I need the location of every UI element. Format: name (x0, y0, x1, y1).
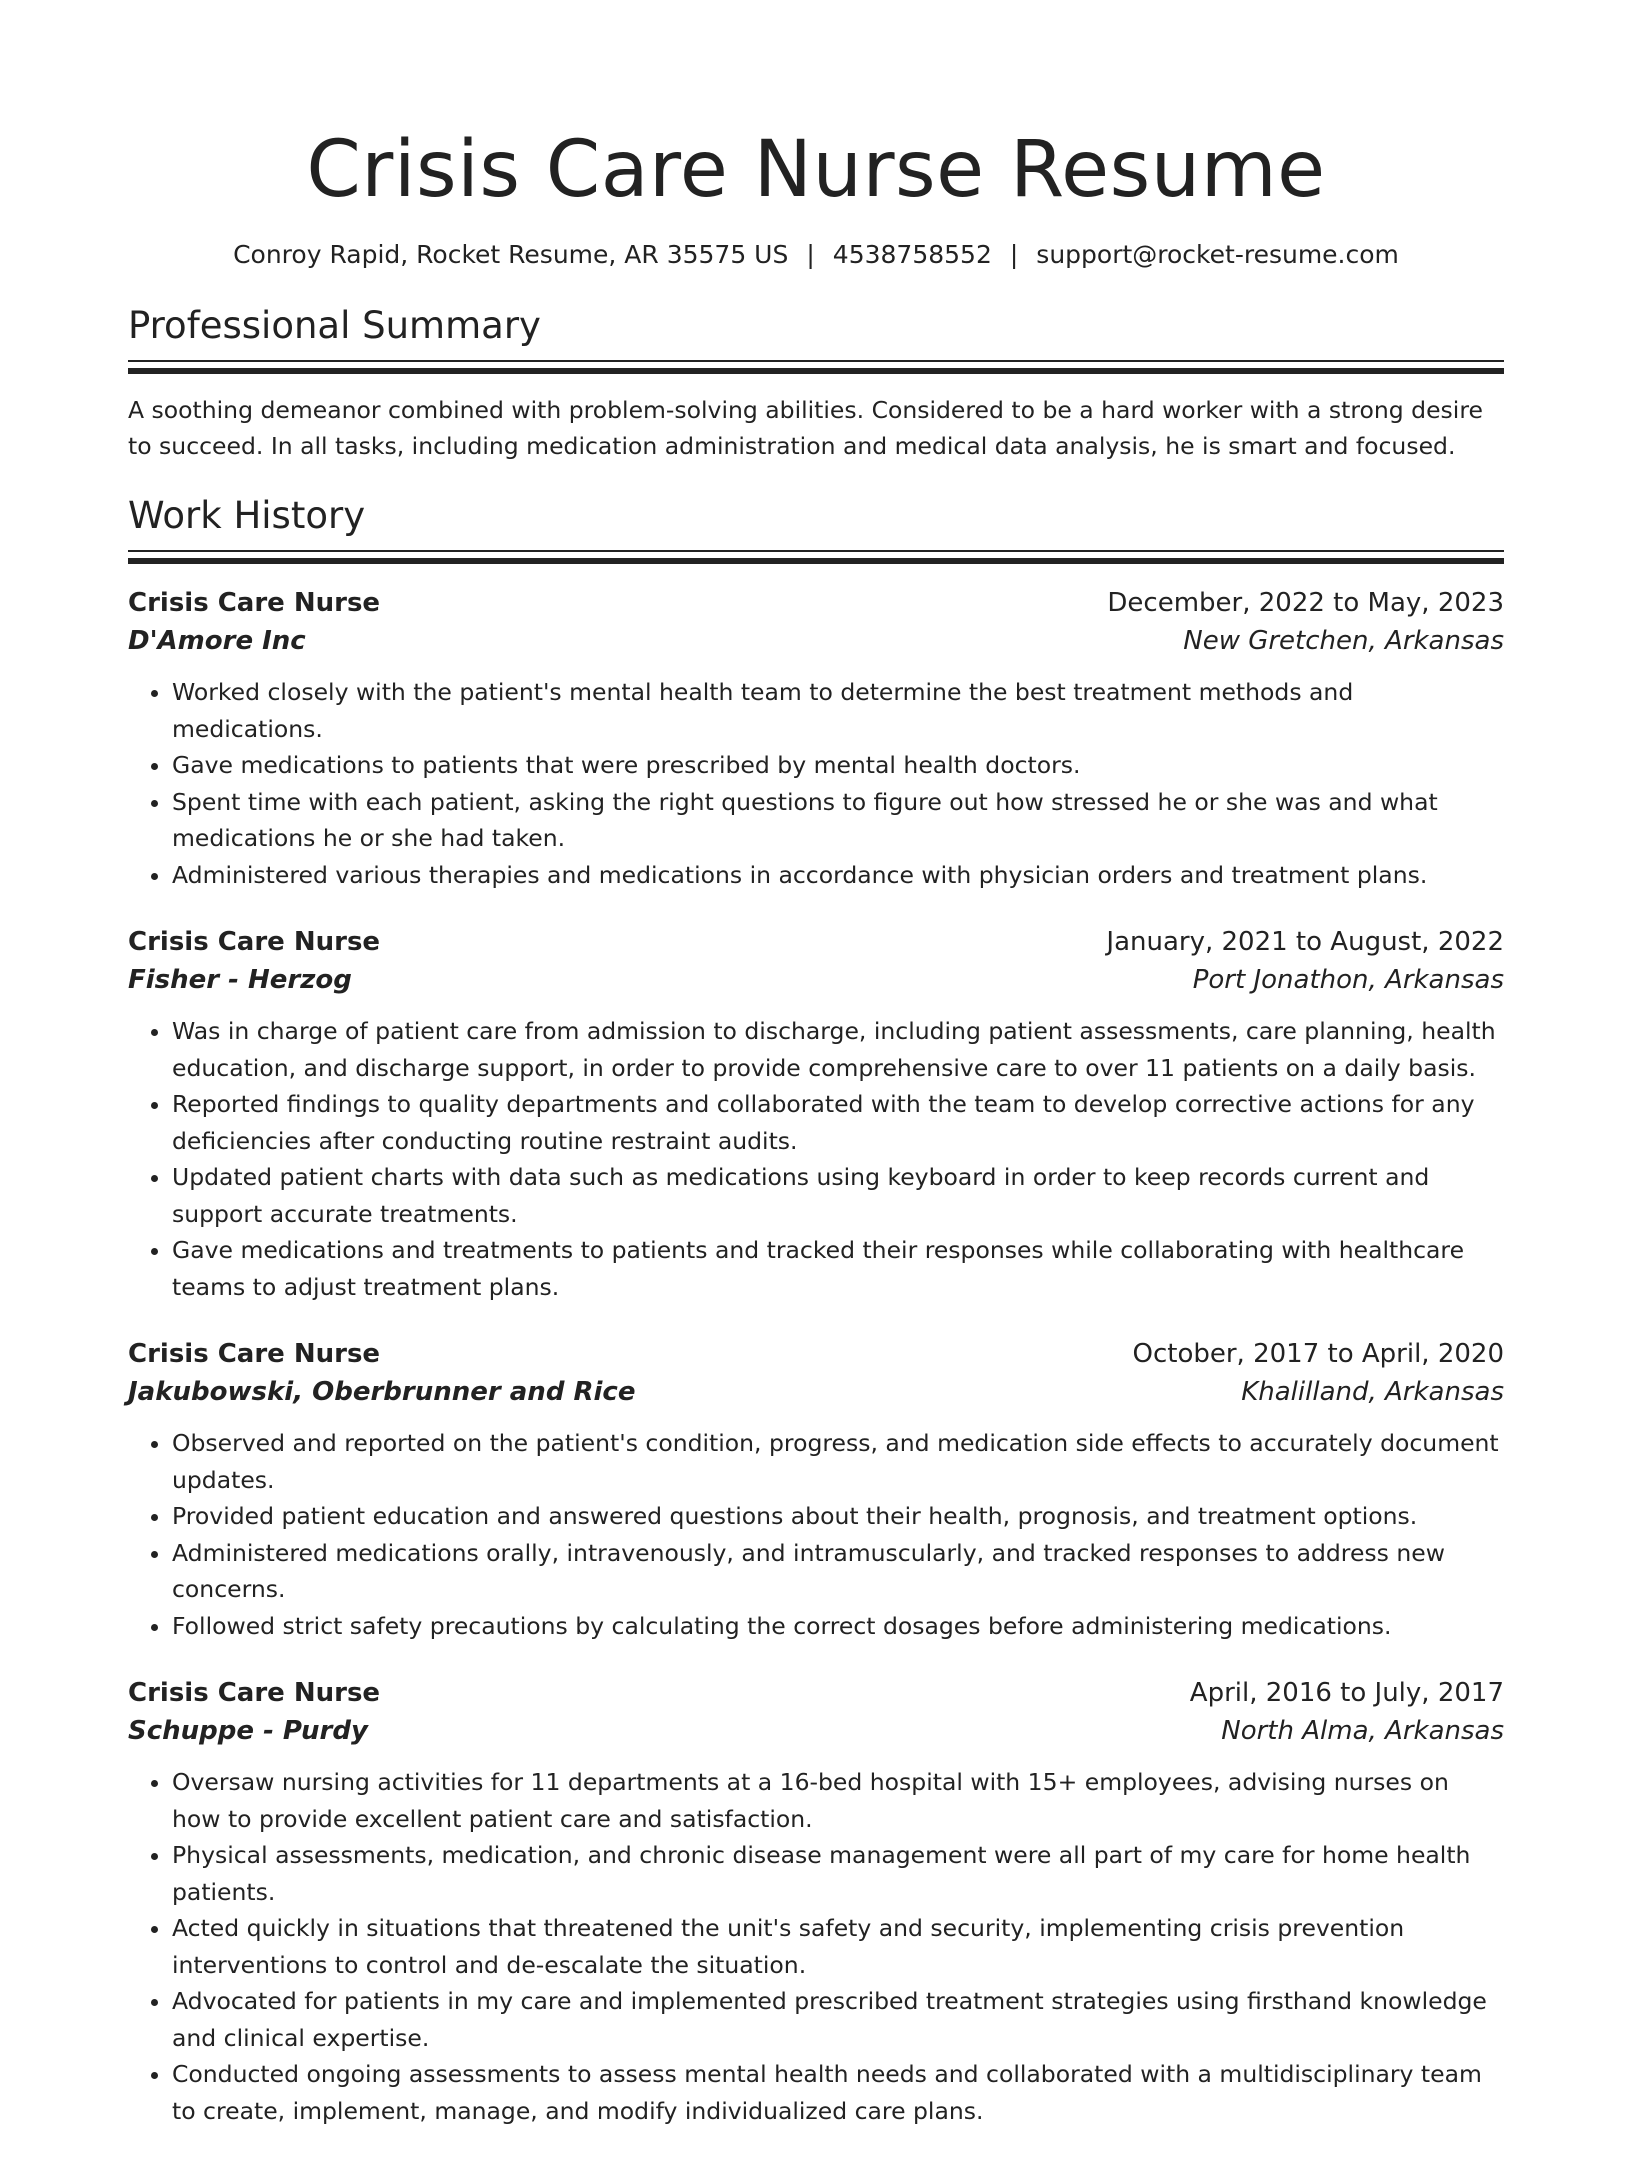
contact-address: Conroy Rapid, Rocket Resume, AR 35575 US (233, 240, 789, 269)
job-header-row (128, 584, 1504, 622)
job-company-row (128, 1373, 1504, 1411)
job-bullets (128, 1013, 1504, 1305)
job-bullet: • Administered various therapies and medications in accordance with physician orders and treatment plans. (172, 857, 1504, 894)
job-location: Port Jonathon, Arkansas (1192, 965, 1504, 995)
section-divider (128, 360, 1504, 362)
job-entry (128, 923, 1504, 1305)
job-title: Crisis Care Nurse (128, 1339, 381, 1369)
job-header-row (128, 1335, 1504, 1373)
job-list (128, 584, 1504, 2129)
job-bullet: • Acted quickly in situations that threatened the unit's safety and security, implementing crisis prevention interventions to control and de-escalate the situation. (172, 1910, 1504, 1983)
section-heading: Work History (128, 494, 366, 537)
job-bullets (128, 1425, 1504, 1644)
job-company: D'Amore Inc (128, 626, 306, 656)
job-bullets (128, 1764, 1504, 2129)
job-bullet: • Provided patient education and answered questions about their health, prognosis, and treatment options. (172, 1498, 1504, 1535)
job-bullet: • Administered medications orally, intravenously, and intramuscularly, and tracked responses to address new concerns. (172, 1535, 1504, 1608)
job-title: Crisis Care Nurse (128, 927, 381, 957)
resume-page (128, 0, 1504, 2159)
work-history-section (128, 492, 1504, 2129)
job-header-row (128, 923, 1504, 961)
job-company-row (128, 961, 1504, 999)
job-title: Crisis Care Nurse (128, 588, 381, 618)
job-company-row (128, 1712, 1504, 1750)
contact-separator: | (806, 240, 815, 269)
job-dates: October, 2017 to April, 2020 (1132, 1339, 1504, 1369)
contact-separator: | (1009, 240, 1019, 269)
job-company: Jakubowski, Oberbrunner and Rice (128, 1377, 636, 1407)
professional-summary-section (128, 302, 1504, 464)
job-location: North Alma, Arkansas (1221, 1716, 1504, 1746)
job-entry (128, 584, 1504, 893)
job-bullet: • Gave medications to patients that were prescribed by mental health doctors. (172, 747, 1504, 784)
job-entry (128, 1674, 1504, 2129)
job-bullet: • Oversaw nursing activities for 11 departments at a 16-bed hospital with 15+ employees, advising nurses on how to provide excellent patient care and satisfaction. (172, 1764, 1504, 1837)
resume-title: Crisis Care Nurse Resume (306, 125, 1326, 215)
job-bullet: • Physical assessments, medication, and chronic disease management were all part of my care for home health patients. (172, 1837, 1504, 1910)
section-heading: Professional Summary (128, 304, 541, 347)
job-bullet: • Updated patient charts with data such as medications using keyboard in order to keep records current and support accurate treatments. (172, 1159, 1504, 1232)
contact-email: support@rocket-resume.com (1036, 240, 1399, 269)
section-divider (128, 550, 1504, 552)
job-bullet: • Gave medications and treatments to patients and tracked their responses while collaborating with healthcare teams to adjust treatment plans. (172, 1232, 1504, 1305)
job-company: Schuppe - Purdy (128, 1716, 368, 1746)
contact-phone: 4538758552 (832, 240, 992, 269)
job-title: Crisis Care Nurse (128, 1678, 381, 1708)
job-bullet: • Spent time with each patient, asking the right questions to figure out how stressed he or she was and what medications he or she had taken. (172, 784, 1504, 857)
job-location: New Gretchen, Arkansas (1183, 626, 1504, 656)
job-bullet: • Reported findings to quality departments and collaborated with the team to develop corrective actions for any deficiencies after conducting routine restraint audits. (172, 1086, 1504, 1159)
job-company: Fisher - Herzog (128, 965, 352, 995)
job-dates: April, 2016 to July, 2017 (1189, 1678, 1504, 1708)
job-header-row (128, 1674, 1504, 1712)
job-company-row (128, 622, 1504, 660)
contact-line (128, 238, 1504, 272)
job-bullet: • Followed strict safety precautions by calculating the correct dosages before administering medications. (172, 1608, 1504, 1645)
job-dates: December, 2022 to May, 2023 (1107, 588, 1504, 618)
job-bullet: • Observed and reported on the patient's condition, progress, and medication side effects to accurately document updates. (172, 1425, 1504, 1498)
job-bullet: • Advocated for patients in my care and implemented prescribed treatment strategies using firsthand knowledge and clinical expertise. (172, 1983, 1504, 2056)
job-bullets (128, 674, 1504, 893)
job-bullet: • Worked closely with the patient's mental health team to determine the best treatment methods and medications. (172, 674, 1504, 747)
summary-text: A soothing demeanor combined with problem-solving abilities. Considered to be a hard worker with a strong desire to succeed. In all tasks, including medication administration and medical data analysis, he is smart and focused. (128, 396, 1483, 460)
job-bullet: • Was in charge of patient care from admission to discharge, including patient assessments, care planning, health education, and discharge support, in order to provide comprehensive care to over 11 patients on a daily basis. (172, 1013, 1504, 1086)
job-entry (128, 1335, 1504, 1644)
job-location: Khalilland, Arkansas (1241, 1377, 1504, 1407)
job-dates: January, 2021 to August, 2022 (1106, 927, 1504, 957)
job-bullet: • Conducted ongoing assessments to assess mental health needs and collaborated with a multidisciplinary team to create, implement, manage, and modify individualized care plans. (172, 2056, 1504, 2129)
